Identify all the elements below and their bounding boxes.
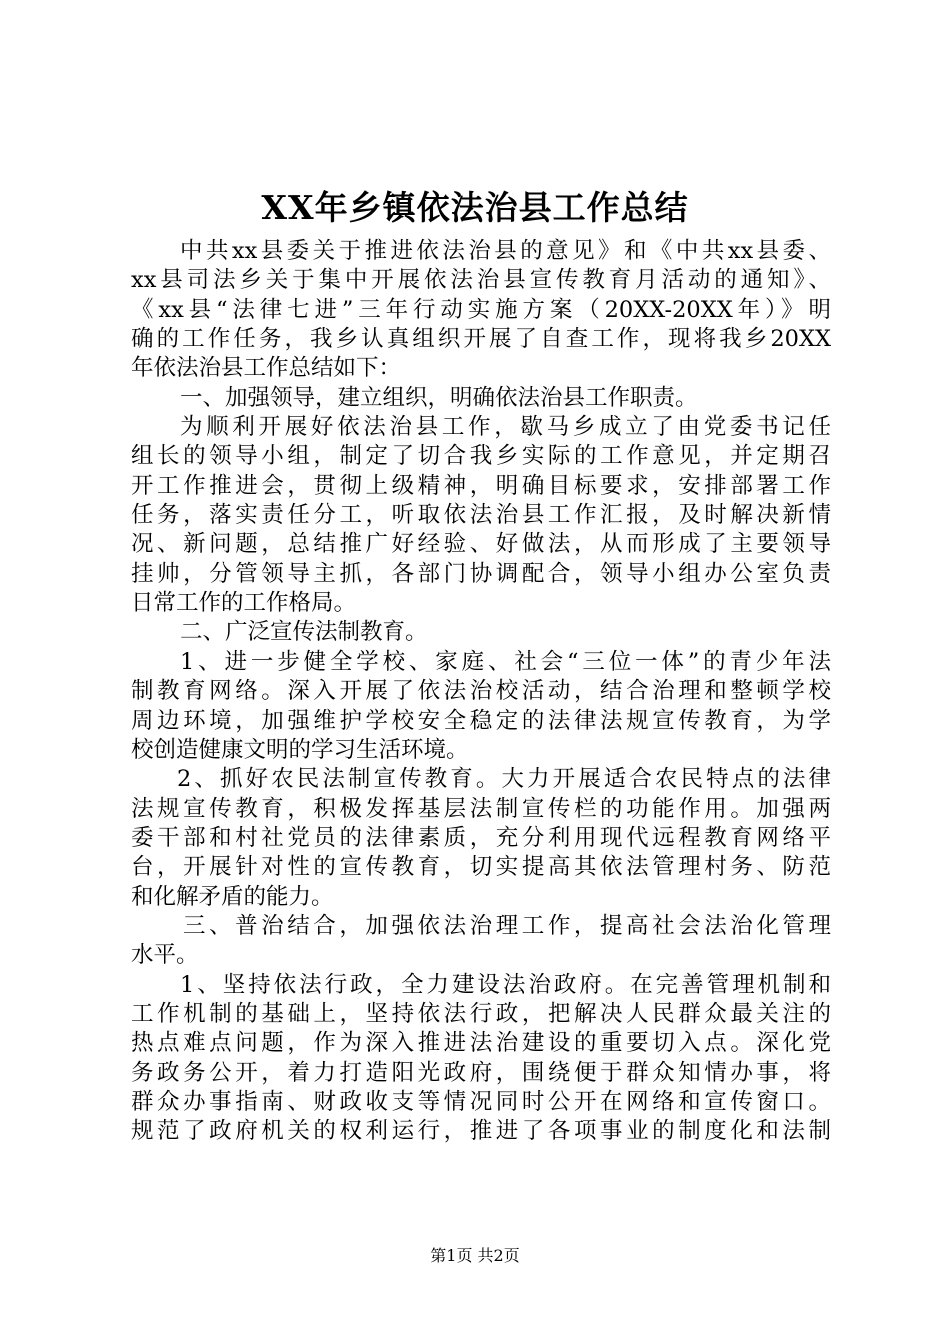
text-line: 开工作推进会，贯彻上级精神，明确目标要求，安排部署工作 <box>131 472 831 499</box>
text-line: 组长的领导小组，制定了切合我乡实际的工作意见，并定期召 <box>131 443 831 470</box>
section-heading: 二、广泛宣传法制教育。 <box>180 619 428 646</box>
section-heading: 三、普治结合，加强依法治理工作，提高社会法治化管理 <box>183 912 831 939</box>
text-line: 热点难点问题，作为深入推进法治建设的重要切入点。深化党 <box>131 1030 831 1057</box>
section-heading: 一、加强领导，建立组织，明确依法治县工作职责。 <box>180 384 698 411</box>
text-line: 日常工作的工作格局。 <box>131 590 357 617</box>
text-line: 1、坚持依法行政，全力建设法治政府。在完善管理机制和 <box>180 971 831 998</box>
text-line: 挂帅，分管领导主抓，各部门协调配合，领导小组办公室负责 <box>131 560 831 587</box>
text-line: 《xx县“法律七进”三年行动实施方案（20XX-20XX年）》明 <box>131 296 831 323</box>
page-footer: 第1页 共2页 <box>430 1246 520 1265</box>
text-line: 1、进一步健全学校、家庭、社会“三位一体”的青少年法 <box>180 648 831 675</box>
text-line: 台，开展针对性的宣传教育，切实提高其依法管理村务、防范 <box>131 854 831 881</box>
text-line: 工作机制的基础上，坚持依法行政，把解决人民群众最关注的 <box>131 1000 831 1027</box>
text-line: 和化解矛盾的能力。 <box>131 883 334 910</box>
text-line: 中共xx县委关于推进依法治县的意见》和《中共xx县委、 <box>180 238 831 264</box>
text-line: 务政务公开，着力打造阳光政府，围绕便于群众知情办事，将 <box>131 1059 831 1086</box>
text-line: 况、新问题，总结推广好经验、好做法，从而形成了主要领导 <box>131 531 831 558</box>
text-line: 为顺利开展好依法治县工作，歇马乡成立了由党委书记任 <box>180 414 831 441</box>
text-line: 委干部和村社党员的法律素质，充分利用现代远程教育网络平 <box>131 824 831 851</box>
text-line: 规范了政府机关的权利运行，推进了各项事业的制度化和法制 <box>131 1118 831 1145</box>
text-line: 校创造健康文明的学习生活环境。 <box>131 736 469 763</box>
text-line: 水平。 <box>131 942 199 969</box>
text-line: 任务，落实责任分工，听取依法治县工作汇报，及时解决新情 <box>131 502 831 529</box>
text-line: 2、抓好农民法制宣传教育。大力开展适合农民特点的法律 <box>177 766 831 793</box>
text-line: 确的工作任务，我乡认真组织开展了自查工作，现将我乡20XX <box>131 326 831 353</box>
text-line: 年依法治县工作总结如下： <box>131 355 402 382</box>
text-line: 群众办事指南、财政收支等情况同时公开在网络和宣传窗口。 <box>131 1088 831 1115</box>
document-body <box>131 237 831 1147</box>
text-line: 制教育网络。深入开展了依法治校活动，结合治理和整顿学校 <box>131 678 831 705</box>
text-line: 周边环境，加强维护学校安全稳定的法律法规宣传教育，为学 <box>131 707 831 734</box>
text-line: xx县司法乡关于集中开展依法治县宣传教育月活动的通知》、 <box>131 267 831 294</box>
text-line: 法规宣传教育，积极发挥基层法制宣传栏的功能作用。加强两 <box>131 795 831 822</box>
document-title: XX年乡镇依法治县工作总结 <box>261 188 689 227</box>
